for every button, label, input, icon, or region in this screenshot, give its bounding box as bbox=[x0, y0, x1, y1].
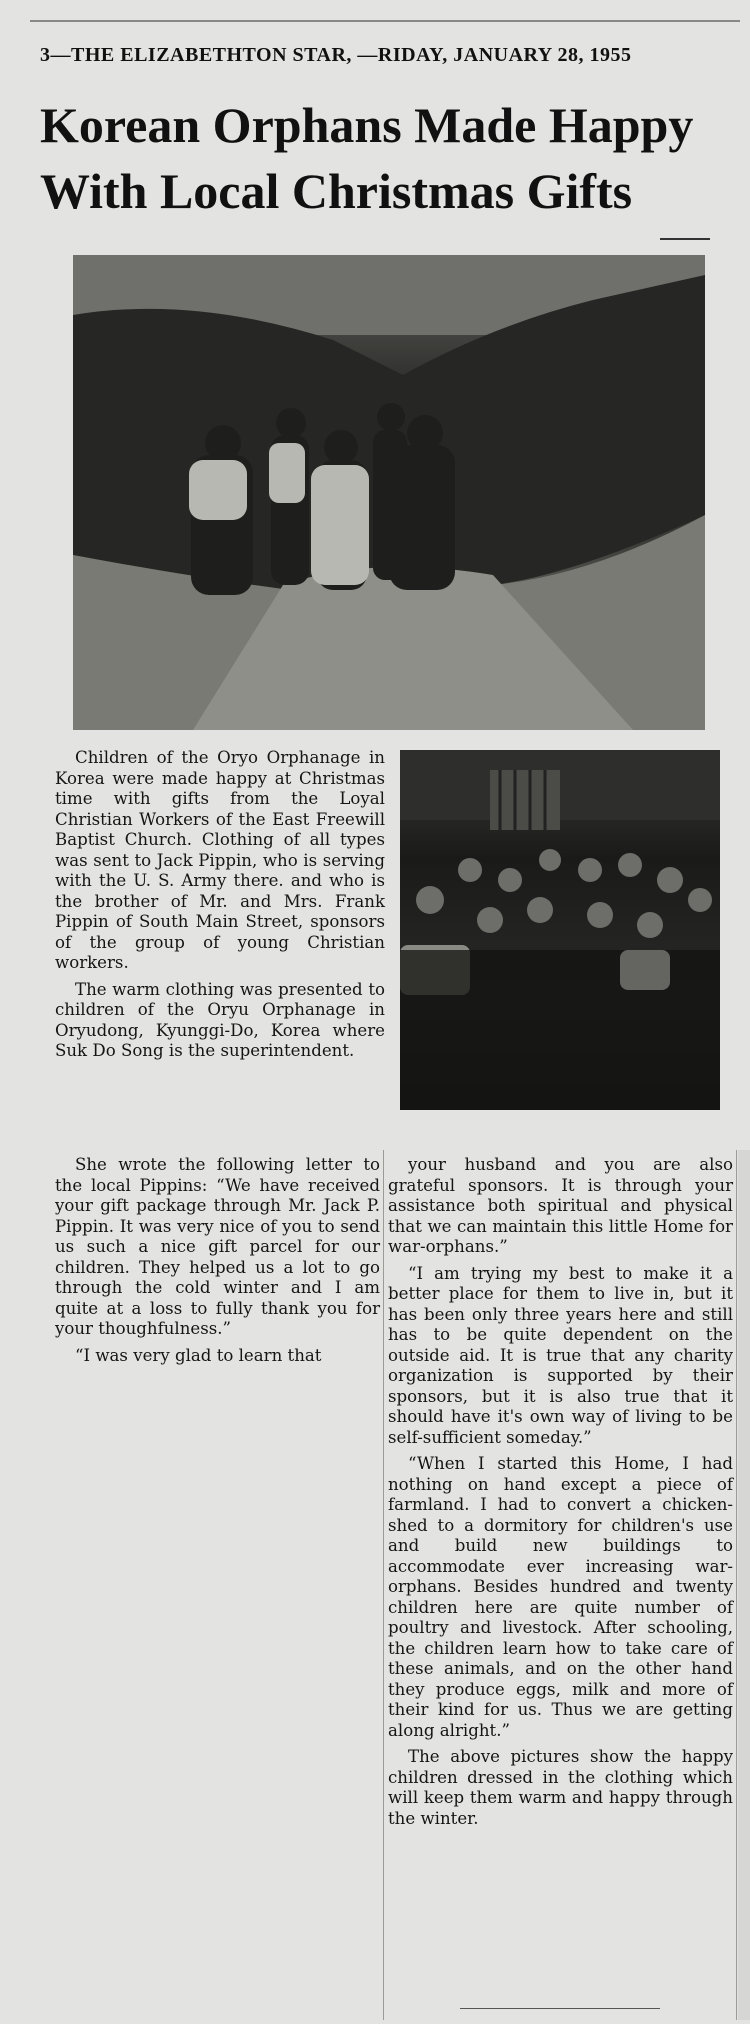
article-paragraph: “I am trying my best to make it a better place for them to live in, but it has been only three years here and still has to be quite dependent on the outside aid. It is true that any charity organization is supported by their sponsors, but it is also true that it should have it's own way of living to be self-sufficient someday.” bbox=[388, 1263, 733, 1447]
article-column-1 bbox=[55, 748, 385, 1068]
group-photo-drawing bbox=[400, 750, 720, 1110]
headline bbox=[40, 92, 740, 224]
orphans-outdoor-photo bbox=[73, 255, 705, 730]
column-separator bbox=[383, 1150, 384, 2020]
outdoor-photo-drawing bbox=[73, 255, 705, 730]
adjacent-column-edge bbox=[738, 1150, 750, 2020]
dateline: 3—THE ELIZABETHTON STAR, —RIDAY, JANUARY 28, 1955 bbox=[40, 44, 632, 66]
headline-line-1: Korean Orphans Made Happy bbox=[40, 97, 694, 153]
article-paragraph: “I was very glad to learn that bbox=[75, 1345, 322, 1365]
article-column-2 bbox=[55, 1155, 380, 1372]
article-paragraph: Children of the Oryo Orphanage in Korea were made happy at Christmas time with gifts from the Loyal Christian Workers of the East Freewill Baptist Church. Clothing of all types was sent to Jack Pippin, who is serving with the U. S. Army there. and who is the brother of Mr. and Mrs. Frank Pippin of South Main Street, sponsors of the group of young Christian workers. bbox=[55, 748, 385, 972]
headline-line-2: With Local Christmas Gifts bbox=[40, 163, 633, 219]
orphans-group-photo bbox=[400, 750, 720, 1110]
article-column-3 bbox=[388, 1155, 733, 1835]
column-separator bbox=[736, 1150, 737, 2020]
article-paragraph: “When I started this Home, I had nothing on hand except a piece of farmland. I had to convert a chicken-shed to a dormitory for children's use and build new buildings to accommodate ever increasing war-orphans. Besides hundred and twenty children here are quite number of poultry and livestock. After schooling, the children learn how to take care of these animals, and on the other hand they produce eggs, milk and more of their kind for us. Thus we are getting along alright.” bbox=[388, 1454, 733, 1740]
end-rule bbox=[460, 2008, 660, 2009]
headline-rule bbox=[660, 238, 710, 240]
article-paragraph: The warm clothing was presented to children of the Oryu Orphanage in Oryudong, Kyunggi-Do, Korea where Suk Do Song is the superintendent. bbox=[55, 979, 385, 1060]
article-paragraph: your husband and you are also grateful sponsors. It is through your assistance both spiritual and physical that we can maintain this little Home for war-orphans.” bbox=[388, 1155, 733, 1256]
article-paragraph: She wrote the following letter to the local Pippins: “We have received your gift package through Mr. Jack P. Pippin. It was very nice of you to send us such a nice gift parcel for our children. They helped us a lot to go through the cold winter and I am quite at a loss to fully thank you for your thoughfulness.” bbox=[55, 1155, 380, 1338]
article-paragraph: The above pictures show the happy children dressed in the clothing which will keep them warm and happy through the winter. bbox=[388, 1747, 733, 1828]
top-rule bbox=[30, 20, 740, 22]
